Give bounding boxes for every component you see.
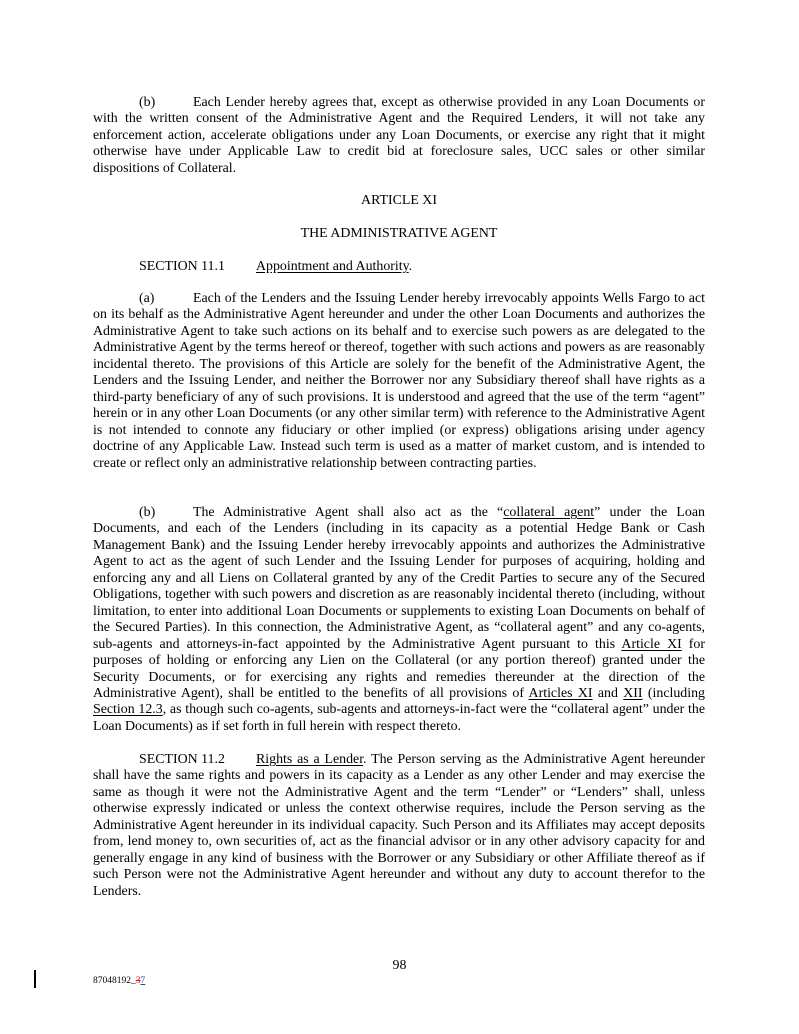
paragraph-text-6: , as though such co-agents, sub-agents and attorneys-in-fact were the “collateral agent” under the Loan Documents) as if set forth in full herein with respect thereto. [93, 702, 705, 734]
section-heading-period: . [408, 259, 413, 274]
paragraph-text-5: (including [642, 685, 705, 701]
section-text: . The Person serving as the Administrative Agent hereunder shall have the same rights and powers in its capacity as a Lender as any other Lender and may exercise the same as though it were not the Administrative Agent and the term “Lender” or “Lenders” shall, unless otherwise expressly indicated or unless the context otherwise requires, include the Person serving as the Administrative Agent hereunder in its individual capacity. Such Person and its Affiliates may accept deposits from, lend money to, own securities of, act as the financial advisor or in any other advisory capacity for and generally engage in any kind of business with the Borrower or any Subsidiary or other Affiliate thereof as if such Person were not the Administrative Agent hereunder and without any duty to account therefor to the Lenders. [93, 752, 705, 899]
paragraph-b-collateral-agent [93, 505, 705, 735]
document-id-footer [93, 976, 145, 986]
page-number: 98 [392, 958, 407, 973]
paragraph-a-appointment [93, 291, 705, 472]
paragraph-text: Each of the Lenders and the Issuing Lender hereby irrevocably appoints Wells Fargo to act on its behalf as the Administrative Agent hereunder and under the other Loan Documents and authorizes the Administrative Agent to take such actions on its behalf and to exercise such powers as are delegated to the Administrative Agent by the terms hereof or thereof, together with such actions and powers as are reasonably incidental thereto. The provisions of this Article are solely for the benefit of the Administrative Agent, the Lenders and the Issuing Lender, and neither the Borrower nor any Subsidiary thereof shall have rights as a third-party beneficiary of any of such provisions. It is understood and agreed that the use of the term “agent” herein or in any other Loan Documents (or any other similar term) with reference to the Administrative Agent is not intended to connote any fiduciary or other implied (or express) obligations arising under agency doctrine of any Applicable Law. Instead such term is used as a matter of market custom, and is intended to create or reflect only an administrative relationship between contracting parties. [93, 291, 705, 471]
articles-xi-reference: Articles XI [528, 685, 593, 701]
paragraph-label: (b) [139, 95, 156, 110]
section-label: SECTION 11.1 [139, 259, 225, 274]
paragraph-label: (a) [139, 291, 155, 306]
article-number: ARTICLE XI [361, 193, 437, 208]
inserted-version: 7 [140, 976, 146, 986]
collateral-agent-term: collateral agent [503, 505, 595, 520]
change-bar [34, 970, 36, 988]
section-heading: Appointment and Authority [256, 259, 409, 274]
section-11-2-rights-as-lender [93, 752, 705, 900]
paragraph-label: (b) [139, 505, 156, 520]
paragraph-text: Each Lender hereby agrees that, except as otherwise provided in any Loan Documents or with the written consent of the Administrative Agent and the Required Lenders, it will not take any enforcement action, accelerate obligations under any Loan Documents, or exercise any right that it might otherwise have under Applicable Law to credit bid at foreclosure sales, UCC sales or other similar dispositions of Collateral. [93, 95, 705, 176]
deleted-version: 3 [135, 976, 141, 986]
section-heading: Rights as a Lender [256, 752, 364, 767]
section-12-3-reference: Section 12.3 [93, 702, 163, 718]
paragraph-b-lender-agreement [93, 95, 705, 177]
article-xi-reference: Article XI [621, 636, 682, 652]
article-title: THE ADMINISTRATIVE AGENT [300, 226, 498, 241]
article-xii-reference: XII [623, 685, 643, 701]
section-label: SECTION 11.2 [139, 752, 225, 767]
paragraph-text-3: for purposes of holding or enforcing any Lien on the Collateral (or any portion thereof) granted under the Security Documents, or for exercising any rights and remedies thereunder at the direction of the Administrative Agent), shall be entitled to the benefits of all provisions of [93, 636, 706, 701]
section-11-1-heading [93, 259, 705, 275]
paragraph-text-2: ” under the Loan Documents, and each of the Lenders (including in its capacity as a potential Hedge Bank or Cash Management Bank) and the Issuing Lender hereby irrevocably appoints and authorizes the Administrative Agent to act as the agent of such Lender and the Issuing Lender for purposes of acquiring, holding and enforcing any and all Liens on Collateral granted by any of the Credit Parties to secure any of the Secured Obligations, together with such powers and discretion as are reasonably incidental thereto (including, without limitation, to enter into additional Loan Documents or supplements to existing Loan Documents on behalf of the Secured Parties). In this connection, the Administrative Agent, as “collateral agent” and any co-agents, sub-agents and attorneys-in-fact appointed by the Administrative Agent pursuant to this [93, 505, 705, 652]
paragraph-text-4: and [592, 685, 624, 701]
document-id: 87048192_ [93, 976, 136, 986]
paragraph-text-1: The Administrative Agent shall also act as the “ [193, 505, 504, 520]
